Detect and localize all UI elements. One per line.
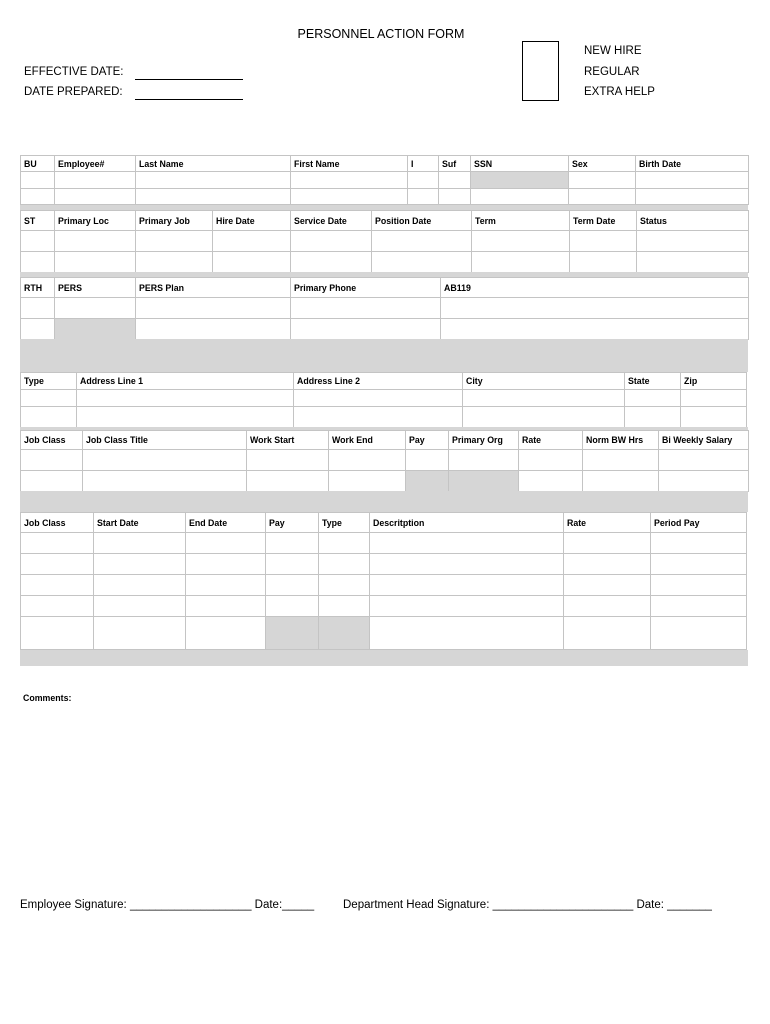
header-term: Term	[472, 211, 570, 231]
regular-checkbox[interactable]	[522, 61, 559, 81]
input-cell[interactable]	[372, 231, 472, 252]
input-cell[interactable]	[94, 617, 186, 650]
input-cell[interactable]	[636, 172, 749, 189]
input-cell[interactable]	[329, 471, 406, 492]
header-bu: BU	[21, 156, 55, 172]
shaded-cell	[449, 471, 519, 492]
input-cell[interactable]	[449, 450, 519, 471]
header-pay: Pay	[266, 513, 319, 533]
input-cell[interactable]	[186, 617, 266, 650]
input-cell[interactable]	[136, 189, 291, 205]
input-cell[interactable]	[294, 407, 463, 428]
new-hire-checkbox[interactable]	[522, 41, 559, 63]
input-cell[interactable]	[291, 231, 372, 252]
input-cell[interactable]	[659, 471, 749, 492]
input-cell[interactable]	[441, 319, 749, 340]
input-cell[interactable]	[21, 554, 94, 575]
input-cell[interactable]	[651, 596, 747, 617]
input-cell[interactable]	[266, 554, 319, 575]
input-cell[interactable]	[55, 172, 136, 189]
input-cell[interactable]	[213, 252, 291, 273]
input-cell[interactable]	[55, 252, 136, 273]
input-cell[interactable]	[21, 533, 94, 554]
header-state: State	[625, 373, 681, 390]
section-divider	[20, 339, 748, 372]
input-cell[interactable]	[21, 189, 55, 205]
input-cell[interactable]	[463, 390, 625, 407]
header-ab119: AB119	[441, 278, 749, 298]
header-ssn: SSN	[471, 156, 569, 172]
header-start-date: Start Date	[94, 513, 186, 533]
input-cell[interactable]	[463, 407, 625, 428]
header-birth-date: Birth Date	[636, 156, 749, 172]
input-cell[interactable]	[266, 596, 319, 617]
header-rate: Rate	[564, 513, 651, 533]
input-cell[interactable]	[186, 575, 266, 596]
header-period-pay: Period Pay	[651, 513, 747, 533]
input-cell[interactable]	[569, 189, 636, 205]
header-type: Type	[319, 513, 370, 533]
header-rth: RTH	[21, 278, 55, 298]
input-cell[interactable]	[21, 596, 94, 617]
header-last-name: Last Name	[136, 156, 291, 172]
input-cell[interactable]	[294, 390, 463, 407]
shaded-cell	[471, 172, 569, 189]
input-cell[interactable]	[21, 298, 55, 319]
input-cell[interactable]	[370, 575, 564, 596]
input-cell[interactable]	[319, 554, 370, 575]
input-cell[interactable]	[266, 533, 319, 554]
comments-area[interactable]	[20, 708, 748, 878]
header-job-class: Job Class	[21, 513, 94, 533]
input-cell[interactable]	[266, 575, 319, 596]
input-cell[interactable]	[247, 471, 329, 492]
input-cell[interactable]	[519, 471, 583, 492]
input-cell[interactable]	[651, 533, 747, 554]
input-cell[interactable]	[370, 533, 564, 554]
regular-label: REGULAR	[584, 66, 640, 78]
header-city: City	[463, 373, 625, 390]
input-cell[interactable]	[370, 596, 564, 617]
extra-help-checkbox[interactable]	[522, 80, 559, 101]
input-cell[interactable]	[94, 575, 186, 596]
header-primary-loc: Primary Loc	[55, 211, 136, 231]
input-cell[interactable]	[564, 617, 651, 650]
job-class-table	[20, 430, 749, 492]
header-st: ST	[21, 211, 55, 231]
new-hire-label: NEW HIRE	[584, 45, 642, 57]
header-pers: PERS	[55, 278, 136, 298]
header-end-date: End Date	[186, 513, 266, 533]
input-cell[interactable]	[651, 617, 747, 650]
header-norm-bw-hrs: Norm BW Hrs	[583, 431, 659, 450]
effective-date-field[interactable]	[135, 79, 243, 80]
department-head-signature-line[interactable]: Department Head Signature: ______________________ Date: _______	[343, 899, 712, 911]
input-cell[interactable]	[291, 252, 372, 273]
input-cell[interactable]	[136, 172, 291, 189]
header-term-date: Term Date	[570, 211, 637, 231]
header-description: Descritption	[370, 513, 564, 533]
input-cell[interactable]	[564, 533, 651, 554]
header-job-class: Job Class	[21, 431, 83, 450]
input-cell[interactable]	[651, 575, 747, 596]
header-bi-weekly-salary: Bi Weekly Salary	[659, 431, 749, 450]
input-cell[interactable]	[319, 533, 370, 554]
input-cell[interactable]	[408, 172, 439, 189]
form-title: PERSONNEL ACTION FORM	[297, 27, 465, 41]
input-cell[interactable]	[21, 450, 83, 471]
input-cell[interactable]	[651, 554, 747, 575]
shaded-cell	[55, 319, 136, 340]
input-cell[interactable]	[472, 231, 570, 252]
shaded-cell	[266, 617, 319, 650]
input-cell[interactable]	[570, 231, 637, 252]
input-cell[interactable]	[291, 189, 408, 205]
header-initial: I	[408, 156, 439, 172]
input-cell[interactable]	[136, 319, 291, 340]
input-cell[interactable]	[659, 450, 749, 471]
input-cell[interactable]	[625, 407, 681, 428]
header-employee-number: Employee#	[55, 156, 136, 172]
input-cell[interactable]	[136, 298, 291, 319]
input-cell[interactable]	[564, 575, 651, 596]
header-primary-org: Primary Org	[449, 431, 519, 450]
input-cell[interactable]	[186, 596, 266, 617]
input-cell[interactable]	[637, 231, 749, 252]
header-pay: Pay	[406, 431, 449, 450]
input-cell[interactable]	[625, 390, 681, 407]
header-service-date: Service Date	[291, 211, 372, 231]
input-cell[interactable]	[583, 450, 659, 471]
header-zip: Zip	[681, 373, 747, 390]
input-cell[interactable]	[94, 596, 186, 617]
retirement-table	[20, 277, 749, 340]
section-divider	[20, 491, 748, 512]
header-primary-phone: Primary Phone	[291, 278, 441, 298]
header-position-date: Position Date	[372, 211, 472, 231]
input-cell[interactable]	[186, 533, 266, 554]
employee-signature-line[interactable]: Employee Signature: ___________________ Date:_____	[20, 899, 315, 911]
header-address-line-2: Address Line 2	[294, 373, 463, 390]
header-type: Type	[21, 373, 77, 390]
input-cell[interactable]	[94, 554, 186, 575]
header-work-end: Work End	[329, 431, 406, 450]
input-cell[interactable]	[370, 617, 564, 650]
input-cell[interactable]	[55, 298, 136, 319]
input-cell[interactable]	[439, 189, 471, 205]
input-cell[interactable]	[55, 231, 136, 252]
header-rate: Rate	[519, 431, 583, 450]
input-cell[interactable]	[472, 252, 570, 273]
input-cell[interactable]	[636, 189, 749, 205]
input-cell[interactable]	[136, 231, 213, 252]
input-cell[interactable]	[83, 471, 247, 492]
header-hire-date: Hire Date	[213, 211, 291, 231]
section-divider	[20, 650, 748, 666]
input-cell[interactable]	[408, 189, 439, 205]
input-cell[interactable]	[471, 189, 569, 205]
input-cell[interactable]	[186, 554, 266, 575]
input-cell[interactable]	[519, 450, 583, 471]
employee-table	[20, 155, 749, 205]
address-table	[20, 372, 747, 428]
input-cell[interactable]	[569, 172, 636, 189]
input-cell[interactable]	[21, 617, 94, 650]
effective-date-label: EFFECTIVE DATE:	[24, 66, 124, 78]
input-cell[interactable]	[319, 575, 370, 596]
header-job-class-title: Job Class Title	[83, 431, 247, 450]
input-cell[interactable]	[94, 533, 186, 554]
input-cell[interactable]	[291, 298, 441, 319]
input-cell[interactable]	[681, 407, 747, 428]
input-cell[interactable]	[21, 471, 83, 492]
input-cell[interactable]	[77, 407, 294, 428]
input-cell[interactable]	[441, 298, 749, 319]
input-cell[interactable]	[247, 450, 329, 471]
input-cell[interactable]	[406, 450, 449, 471]
input-cell[interactable]	[21, 172, 55, 189]
pay-table	[20, 512, 747, 650]
input-cell[interactable]	[291, 319, 441, 340]
header-status: Status	[637, 211, 749, 231]
input-cell[interactable]	[329, 450, 406, 471]
input-cell[interactable]	[681, 390, 747, 407]
header-primary-job: Primary Job	[136, 211, 213, 231]
header-suffix: Suf	[439, 156, 471, 172]
extra-help-label: EXTRA HELP	[584, 86, 655, 98]
input-cell[interactable]	[21, 252, 55, 273]
input-cell[interactable]	[77, 390, 294, 407]
input-cell[interactable]	[372, 252, 472, 273]
input-cell[interactable]	[439, 172, 471, 189]
input-cell[interactable]	[213, 231, 291, 252]
input-cell[interactable]	[570, 252, 637, 273]
comments-label: Comments:	[23, 693, 72, 703]
input-cell[interactable]	[370, 554, 564, 575]
input-cell[interactable]	[291, 172, 408, 189]
input-cell[interactable]	[319, 596, 370, 617]
shaded-cell	[406, 471, 449, 492]
input-cell[interactable]	[564, 596, 651, 617]
header-address-line-1: Address Line 1	[77, 373, 294, 390]
input-cell[interactable]	[136, 252, 213, 273]
header-first-name: First Name	[291, 156, 408, 172]
position-table	[20, 210, 749, 273]
header-sex: Sex	[569, 156, 636, 172]
input-cell[interactable]	[564, 554, 651, 575]
input-cell[interactable]	[21, 407, 77, 428]
shaded-cell	[319, 617, 370, 650]
input-cell[interactable]	[21, 319, 55, 340]
date-prepared-label: DATE PREPARED:	[24, 86, 123, 98]
date-prepared-field[interactable]	[135, 99, 243, 100]
input-cell[interactable]	[637, 252, 749, 273]
input-cell[interactable]	[21, 575, 94, 596]
header-work-start: Work Start	[247, 431, 329, 450]
header-pers-plan: PERS Plan	[136, 278, 291, 298]
input-cell[interactable]	[55, 189, 136, 205]
input-cell[interactable]	[21, 390, 77, 407]
input-cell[interactable]	[21, 231, 55, 252]
input-cell[interactable]	[83, 450, 247, 471]
input-cell[interactable]	[583, 471, 659, 492]
